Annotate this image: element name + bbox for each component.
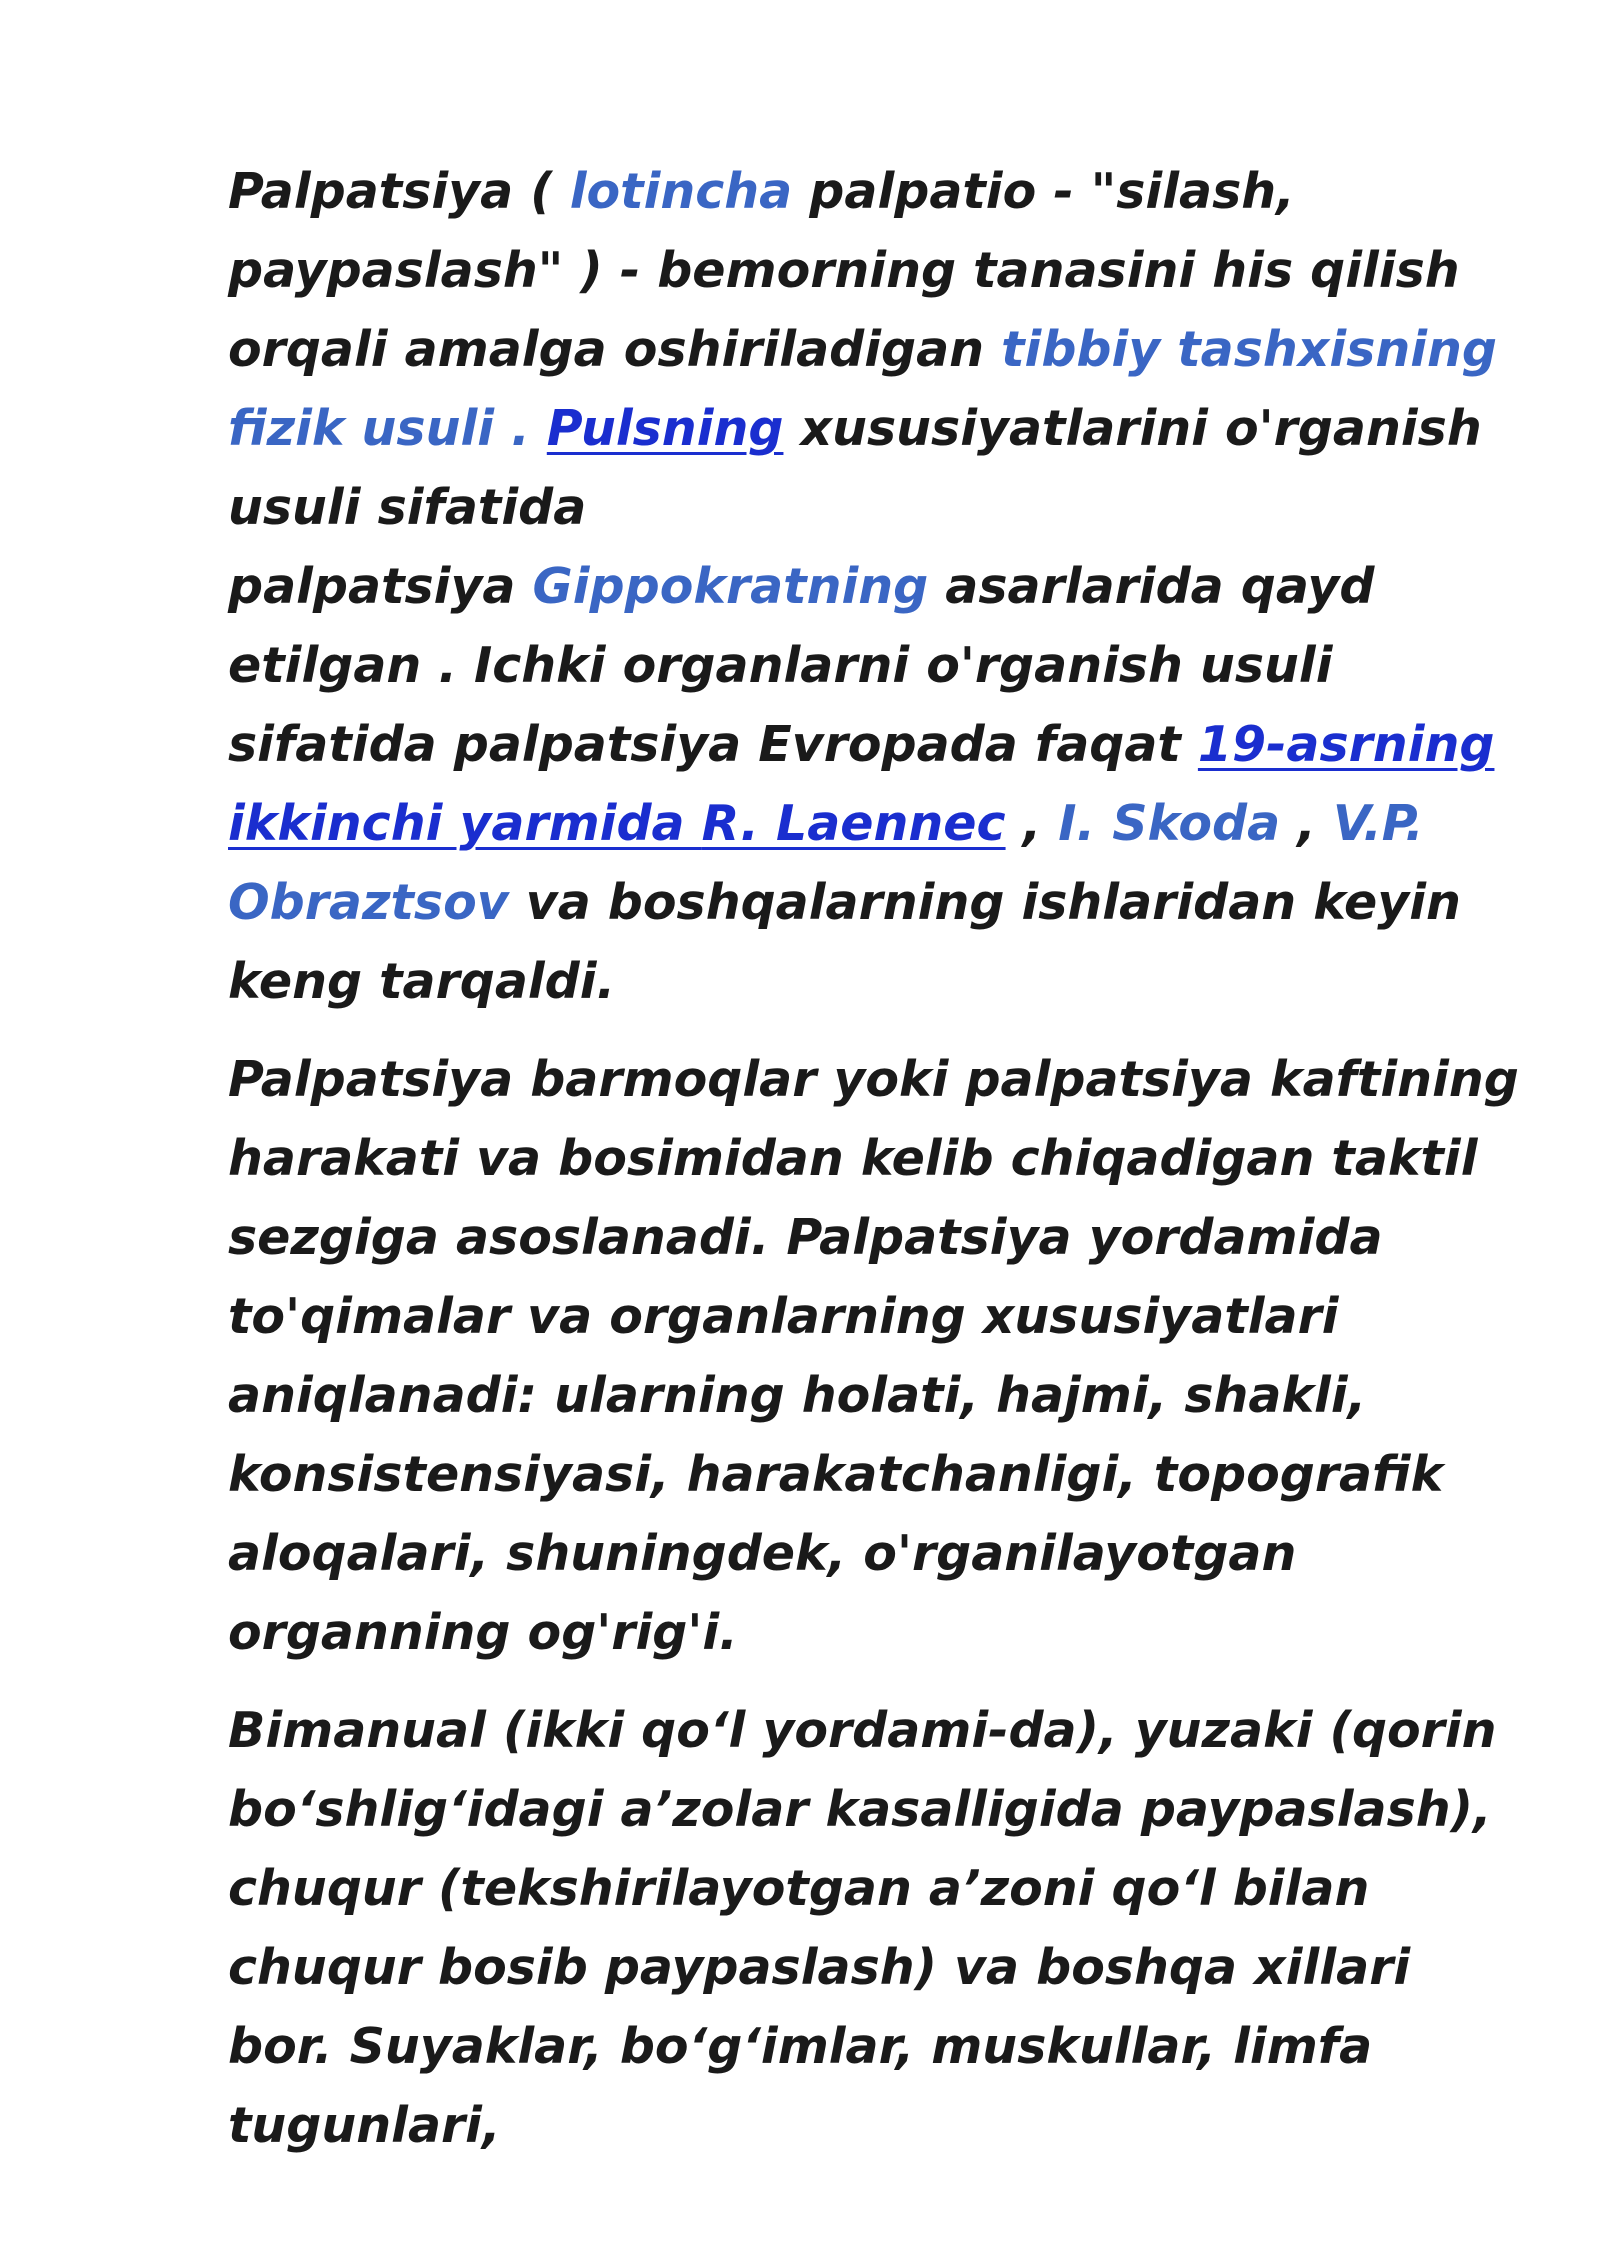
text-span: Palpatsiya ( (228, 163, 570, 220)
link-lotincha[interactable]: lotincha (569, 163, 793, 220)
link-obraztsov[interactable]: V.P. Obraztsov (228, 795, 1424, 931)
link-gippokratning[interactable]: Gippokratning (532, 558, 929, 615)
text-span: , (1280, 795, 1333, 852)
text-span: . (494, 400, 547, 457)
paragraph-1 (228, 152, 1528, 1021)
link-laennec[interactable]: R. Laennec (701, 795, 1006, 852)
text-span: xususiyatlarini o'rganish usuli sifatida (228, 400, 1482, 536)
text-span: va boshqalarning ishlaridan keyin keng tarqaldi. (228, 874, 1461, 1010)
text-span: asarlarida qayd etilgan . Ichki organlarni o'rganish usuli sifatida palpatsiya Evropada faqat (228, 558, 1375, 773)
article-body (228, 152, 1528, 2184)
text-span: palpatsiya (228, 558, 533, 615)
text-span: , (1005, 795, 1059, 852)
link-skoda[interactable]: I. Skoda (1058, 795, 1281, 852)
paragraph-3: Bimanual (ikki qo‘l yordami-da), yuzaki (qorin bo‘shlig‘idagi a’zolar kasalligida paypaslash), chuqur (tekshirilayotgan a’zoni qo‘l bilan chuqur bosib paypaslash) va boshqa xillari bor. Suyaklar, bo‘g‘imlar, muskullar, limfa tugunlari, (228, 1702, 1497, 2154)
paragraph-2: Palpatsiya barmoqlar yoki palpatsiya kaftining harakati va bosimidan kelib chiqadigan taktil sezgiga asoslanadi. Palpatsiya yordamida to'qimalar va organlarning xususiyatlari aniqlanadi: ularning holati, hajmi, shakli, konsistensiyasi, harakatchanligi, topografik aloqalari, shuningdek, o'rganilayotgan organning og'rig'i. (228, 1051, 1519, 1661)
link-19-asr[interactable]: 19-asrning ikkinchi yarmida (228, 716, 1495, 852)
link-tibbiy-tashxis[interactable]: tibbiy tashxisning fizik usuli (228, 321, 1498, 457)
text-span: palpatio - "silash, paypaslash" ) - bemorning tanasini his qilish orqali amalga oshiriladigan (228, 163, 1460, 378)
link-pulsning[interactable]: Pulsning (546, 400, 784, 457)
